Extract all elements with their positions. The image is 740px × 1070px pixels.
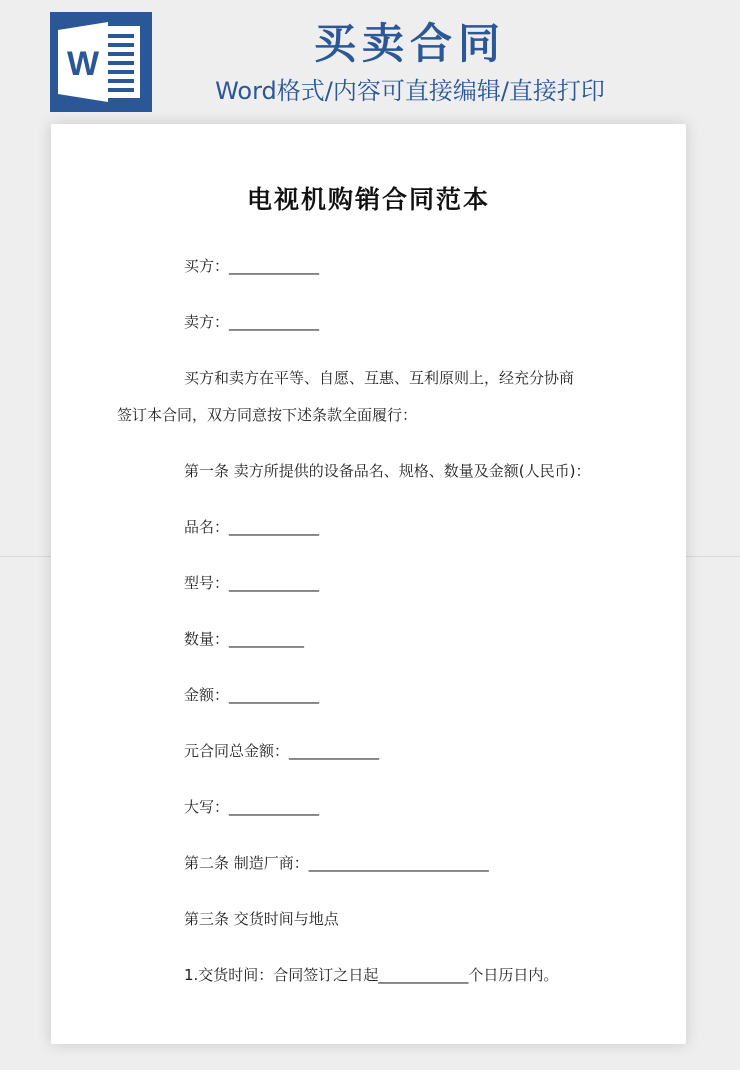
amount-in-words-line: 大写：____________ — [184, 798, 320, 816]
banner-title: 买卖合同 — [313, 19, 506, 68]
logo-letter: W — [66, 45, 100, 83]
amount-line: 金额：____________ — [184, 686, 320, 704]
product-name-line: 品名：____________ — [184, 518, 320, 536]
quantity-line: 数量：__________ — [184, 630, 305, 648]
preamble-line-1: 买方和卖方在平等、自愿、互惠、互利原则上，经充分协商 — [184, 369, 575, 387]
model-line: 型号：____________ — [184, 574, 320, 592]
document-page — [51, 124, 686, 1044]
document-title: 电视机购销合同范本 — [246, 185, 490, 214]
banner-subtitle: Word格式/内容可直接编辑/直接打印 — [215, 77, 605, 105]
delivery-time-line: 1.交货时间：合同签订之日起____________个日历日内。 — [184, 966, 559, 984]
seller-line: 卖方：____________ — [184, 313, 320, 331]
preamble-line-2: 签订本合同，双方同意按下述条款全面履行： — [117, 406, 418, 424]
total-amount-line: 元合同总金额：____________ — [184, 742, 380, 760]
article-2-manufacturer: 第二条 制造厂商：________________________ — [184, 854, 489, 872]
buyer-line: 买方：____________ — [184, 257, 320, 275]
article-3-heading: 第三条 交货时间与地点 — [184, 910, 339, 928]
word-doc-icon — [50, 12, 152, 112]
article-1-heading: 第一条 卖方所提供的设备品名、规格、数量及金额(人民币)： — [184, 462, 591, 480]
